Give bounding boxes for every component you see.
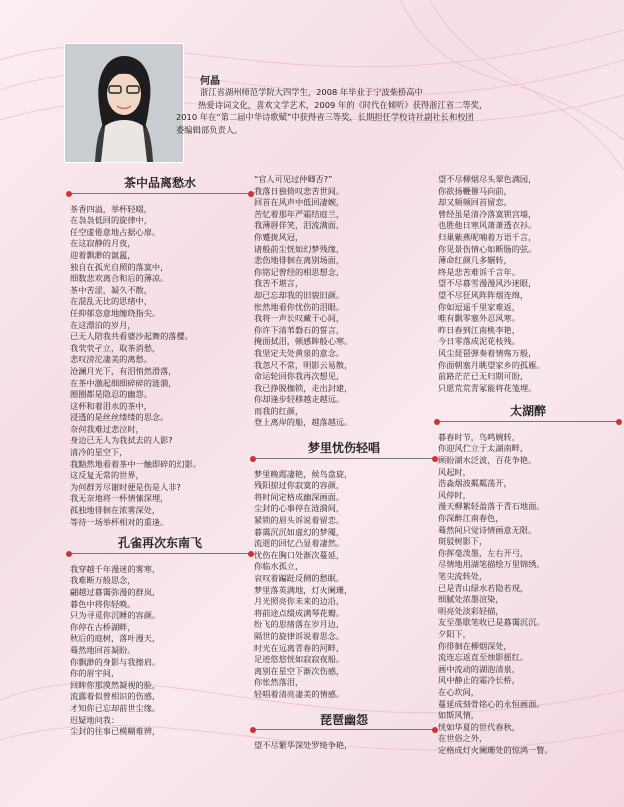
poem-line: 你面朝塞月眺望家乡的孤雁。	[438, 359, 545, 370]
poem-line: 怅然地看你忧伤的泪眼。	[254, 301, 345, 312]
poem-line: 我忽尺不常，明影云易散，	[254, 359, 353, 370]
poem-line: 你却逢步轻移越走越远。	[254, 394, 345, 405]
poem-line: 尘封的往事已模糊难辨，	[70, 726, 161, 737]
poem-title	[70, 178, 250, 194]
poem-line: 我将一声长叹藏于心间，	[254, 313, 345, 324]
poem-line: 诸般前尘恍如幻梦残缘，	[254, 243, 345, 254]
poem-title-text: 孔雀再次东南飞	[117, 536, 202, 551]
title-rule	[254, 458, 434, 459]
poem-line: 流连忘返直至烛影摇红。	[438, 652, 529, 663]
poem-line: 回眸你那漠然凝视的脸，	[70, 679, 161, 690]
poem-line: 你见景伤情心如断肠的弦。	[438, 243, 537, 254]
title-rule	[438, 421, 618, 422]
poem-line: 翩越过暮霭弥漫的群岚，	[70, 587, 161, 597]
poem-line: 我黯然地看着茶中一触即碎的幻影。	[70, 458, 202, 469]
poem-line: 细腻处浓墨渲染，	[438, 594, 504, 605]
poem-line: 身边已无人为我拭去的人影?	[70, 435, 173, 446]
poem-line: 流逝的回忆凸显着凄然。	[254, 538, 345, 549]
title-rule-dot	[434, 419, 440, 425]
poem-line: 却已忘却我的旧貌旧颜。	[254, 289, 345, 300]
poem-title-text: 太湖醉	[509, 404, 546, 419]
poem-line: 忧伤在胸口处渐次蔓延，	[254, 549, 345, 560]
poem-line: 曾经虽是清冷落寞锁宫墙，	[438, 208, 537, 219]
title-rule	[70, 553, 250, 554]
poem-line: 秋后的庭树，落叶漫天，	[70, 633, 161, 644]
title-rule-dot	[250, 727, 256, 733]
poem-line: 回首在风声中低回凄婉，	[254, 197, 345, 208]
poem-line: 残阳掠过你寂寞的容颜，	[254, 480, 345, 491]
poem-title-text: 琵琶幽怨	[319, 712, 368, 727]
column-left	[70, 170, 250, 738]
poem-line: 梦里晚霞凄艳，候鸟盘旋，	[254, 468, 353, 479]
poem-line: 已无人陪我共看婆沙起舞的落樱。	[70, 331, 193, 342]
poem-line: 你欲扬鞭催马向前，	[438, 185, 512, 196]
poem-line: 梦里落英满地，灯火阑珊，	[254, 584, 353, 595]
poem-line: 沧澜月光下，有泪悄然滑落，	[70, 365, 177, 376]
poem-line: 等待一场举杯相对的重逢。	[70, 516, 169, 527]
column-right	[438, 170, 618, 757]
poem-title	[254, 712, 434, 731]
poem-line: 哀叹着蹁跹反侧的愁眠。	[254, 573, 345, 583]
poem-line: 明亮处淡彩轻描，	[438, 605, 504, 616]
poem-line: 才知你已忘却前世尘缘。	[70, 702, 161, 713]
poem-line: 我无奈地将一杯情愫深埋，	[70, 493, 169, 504]
poem-line: 归巢紫燕呢喃着万语千言，	[438, 231, 537, 242]
poem-line: 恍如华夏的世代春秋，	[438, 721, 520, 732]
poem-line: 在这漂泊的岁月，	[70, 319, 136, 330]
poem-line: 在袅袅低回的旋律中，	[70, 215, 152, 226]
poem-line: 我坚定夫处黄泉的意念。	[254, 347, 345, 358]
poem-line: “官人可见过仲卿否?”	[254, 174, 333, 184]
poem-line: 隔世的旋律诉说着思念。	[254, 630, 345, 641]
poem-line: 我茕茕孑立，取茶消愁，	[70, 342, 161, 353]
poem-body	[438, 432, 618, 757]
poem-line: 浸透的是丝丝缕缕的思念。	[70, 412, 169, 423]
poem-body	[254, 469, 434, 701]
poem-line: 登上离岸的船，越落越远。	[254, 417, 353, 428]
poem-line: 你怅然落泪，	[254, 677, 304, 688]
poem-line: 你飘渺的身影与我擦肩。	[70, 656, 161, 667]
poem-line: 为何群芳尽谢时便是伤是人非?	[70, 481, 181, 492]
poem-body	[254, 740, 434, 752]
poem-line: 风起时，	[438, 466, 471, 477]
poem-line: 流露着似曾相识的伤感，	[70, 691, 161, 702]
poem-line: 风停时，	[438, 489, 471, 500]
poem-line: 我落日独倚叹悲苦世间。	[254, 185, 345, 196]
poem-line: 画中流动的湖泡清泉，	[438, 663, 520, 674]
poem-line: 茶中苦涩，凝久不散，	[70, 284, 152, 295]
poem-line: 漫天柳絮轻盈落于青石地面。	[438, 501, 545, 512]
poem-line: 你的眉宇间，	[70, 668, 120, 679]
poem-body	[438, 174, 618, 394]
poem-line: 已是青山绿水若隐若现，	[438, 582, 529, 593]
poem-line: 你铭记曾经的相思想念，	[254, 266, 345, 277]
poem-line: 独自在孤光自照的落寞中，	[70, 261, 169, 272]
poem-title	[254, 443, 434, 459]
poem-line: 你蹙拢风冠，	[254, 231, 304, 242]
bio-line: 浙江省湖州师范学院大四学生，2008 年毕业于宁波柴桥高中	[200, 87, 423, 97]
poem-line: 暮色中将你轻唤。	[70, 598, 136, 609]
poem-line: 我难断万般思念，	[70, 575, 136, 586]
poem-line: 望不尽狂风阵阵烟连绵，	[438, 289, 529, 300]
poem-line: 这反复无常的世界，	[70, 470, 144, 481]
title-rule-dot	[66, 551, 72, 557]
poem-line: 你挥毫泼墨，左右开弓，	[438, 547, 529, 558]
poem-line: 你停在古桥湖畔，	[70, 621, 136, 632]
poem-title	[438, 406, 618, 422]
poem-line: 只愿荒荒青冢能将花笺埋。	[438, 382, 537, 393]
poem-line: 前路茫茫已无归期可盼，	[438, 371, 529, 382]
poem-line: 命运轮回你我再次想见，	[254, 371, 345, 382]
poem-line: 月光照亮你未来的边沿，	[254, 596, 345, 607]
poem-line: 定格成灯火阑珊处的惊鸿一瞥。	[438, 744, 553, 755]
poem-line: 将前途点缀成满琴花瓣。	[254, 607, 345, 618]
poem-line: 细数悲欢离合和后的薄凉。	[70, 273, 169, 284]
poem-line: 昨日春到江南桃李艳，	[438, 324, 520, 335]
poem-line: 迎着飘渺的氤氲，	[70, 249, 136, 260]
poem-line: 悲叹滂沱凄美的离愁。	[70, 354, 152, 365]
poem-line: 浩淼烟波粼粼荡开，	[438, 478, 512, 489]
poem-line: 我苦不堪言，	[254, 278, 304, 289]
bio-line: 委编辑部负责人。	[176, 124, 243, 135]
poem-line: 迟疑地问我：	[70, 714, 120, 725]
poem-line: 也胜他日寒风萧萧透衣衫。	[438, 220, 537, 231]
poem-line: 蓦然地回首凝盼。	[70, 644, 136, 655]
title-rule-dot	[66, 191, 72, 197]
poem-line: 今日零落成泥花枝残。	[438, 336, 520, 347]
poem-line: 清冷的星空下，	[70, 447, 128, 458]
poem-line: 你如逗遥千里家难返，	[438, 301, 520, 312]
bio-line: 2010 年在“第二届中华诗歌赋”中获得省三等奖，长期担任学校诗社副社长和校团	[176, 112, 474, 122]
poem-line: 望不尽繁华深处罗绮争艳，	[254, 740, 353, 751]
author-header	[0, 0, 624, 168]
title-rule	[70, 193, 250, 194]
poem-line: 圈圈都是隐忍的幽怨。	[70, 389, 152, 400]
portrait-illustration	[65, 44, 183, 162]
poem-line: 终是悲苦难诉千言年。	[438, 266, 520, 277]
poem-line: 任抑郁恣意地缠绕指尖。	[70, 307, 161, 318]
title-rule	[254, 729, 434, 730]
poem-line: 纷飞的思绪落在岁月边，	[254, 619, 345, 630]
poem-line: 任空虚倦意地占据心扉。	[70, 226, 161, 237]
poem-line: 友至墨歇笔收已是暮霭沉沉。	[438, 617, 545, 628]
poem-body	[254, 174, 434, 429]
author-name: 何晶	[200, 76, 220, 87]
poem-line: 蔓延成刻骨铭心的永恒画面。	[438, 698, 545, 709]
poem-line: 茶香四溢，举杯轻啜，	[70, 203, 152, 214]
poem-line: 在混乱无比的思绪中，	[70, 296, 152, 307]
poem-line: 如斯风情，	[438, 710, 479, 721]
poem-body	[70, 564, 250, 738]
poem-line: 笔尖流转处，	[438, 571, 488, 581]
poem-line: 望不尽柳烟尽头翠色满园，	[438, 174, 537, 184]
poem-line: 薄命红颜几多辗转，	[438, 255, 512, 266]
poem-line: 暮春时节，鸟鸣婉转，	[438, 431, 520, 442]
poem-line: 在世俗之外，	[438, 733, 488, 744]
poem-line: 我穿越千年漫迷的雾寒，	[70, 563, 161, 574]
poem-title-text: 梦里忧伤轻唱	[307, 441, 380, 456]
column-middle	[254, 170, 434, 752]
poem-line: 只为寻觅你沉睡的容颜。	[70, 610, 161, 621]
poem-line: 掩面拭泪，顿感眸般心寒。	[254, 336, 353, 347]
poem-line: 轻唱着清亮凄美的情感。	[254, 688, 345, 699]
poem-line: 尽情地用湖笔描绘万里锦绣。	[438, 559, 545, 570]
poem-line: 在茶中激起细细碎碎的涟漪，	[70, 377, 177, 388]
poem-line: 却又频频回首留恋。	[438, 197, 512, 208]
poem-line: 暮霭沉沉如虚幻的梦魇，	[254, 526, 345, 537]
poem-line: 这杯和着泪水的茶中，	[70, 400, 152, 411]
poem-line: 我已挣脱枷锁，走出封建，	[254, 382, 353, 393]
poem-line: 将时间定格成幽深画面。	[254, 491, 345, 502]
poem-line: 你许下清苇磐石的誓言，	[254, 324, 345, 335]
poem-line: 而我的红颜，	[254, 405, 304, 416]
bio-line: 热爱诗词文化，喜欢文学艺术，2009 年的《时代在倾听》获得浙江省二等奖，	[198, 99, 488, 110]
author-photo	[64, 43, 184, 163]
poem-title	[70, 538, 250, 554]
poem-line: 紧锁的眉头诉说着留恋。	[254, 515, 345, 526]
poem-line: 你迎风伫立于太湖南畔，	[438, 443, 529, 454]
poem-line: 望不尽暮雪漫漫风沙迷眼，	[438, 278, 537, 289]
poem-line: 离别在星空下渐次伤感，	[254, 665, 345, 676]
poem-line: 时光在远离青春的河畔，	[254, 642, 345, 653]
poem-line: 你徘徊在柳烟深处，	[438, 640, 512, 651]
poem-line: 在这寂静的月夜，	[70, 238, 136, 249]
poem-line: 夕阳下，	[438, 628, 471, 639]
poem-line: 蓦然间只觉诗情画意无限。	[438, 524, 537, 535]
poem-line: 孤独地徘徊在浓雾深处，	[70, 505, 161, 516]
poem-line: 苦忆着那年严霜结庭兰，	[254, 208, 345, 219]
poem-line: 悲伤地徘徊在离别场面，	[254, 255, 345, 266]
poem-line: 风中静止的霜冷长桥，	[438, 675, 520, 686]
title-rule-dot	[616, 419, 622, 425]
poem-line: 风尘琵琶弹奏着情殇万般，	[438, 347, 537, 358]
poem-line: 尘封的心事停在涟漪间，	[254, 503, 345, 514]
poem-line: 足迹悠悠恍如寂寂夜船。	[254, 654, 345, 665]
title-rule-dot	[250, 456, 256, 462]
poem-line: 你深醉江南春色，	[438, 513, 504, 524]
poem-line: 我薄唇佯笑，泪流满面，	[254, 220, 345, 231]
poem-line: 奈何我难过悲泣时，	[70, 423, 144, 434]
poem-body	[70, 204, 250, 529]
poem-line: 顾盼湖水泛波，百花争艳。	[438, 455, 537, 466]
poem-line: 你临水孤立，	[254, 561, 304, 572]
poem-line: 斑驳树影下，	[438, 536, 488, 547]
poem-title-text: 茶中品离愁水	[123, 176, 196, 190]
poem-line: 唯有飘零塞外忍风寒。	[438, 313, 520, 324]
author-bio	[176, 86, 604, 136]
poem-line: 在心坎间，	[438, 686, 479, 697]
